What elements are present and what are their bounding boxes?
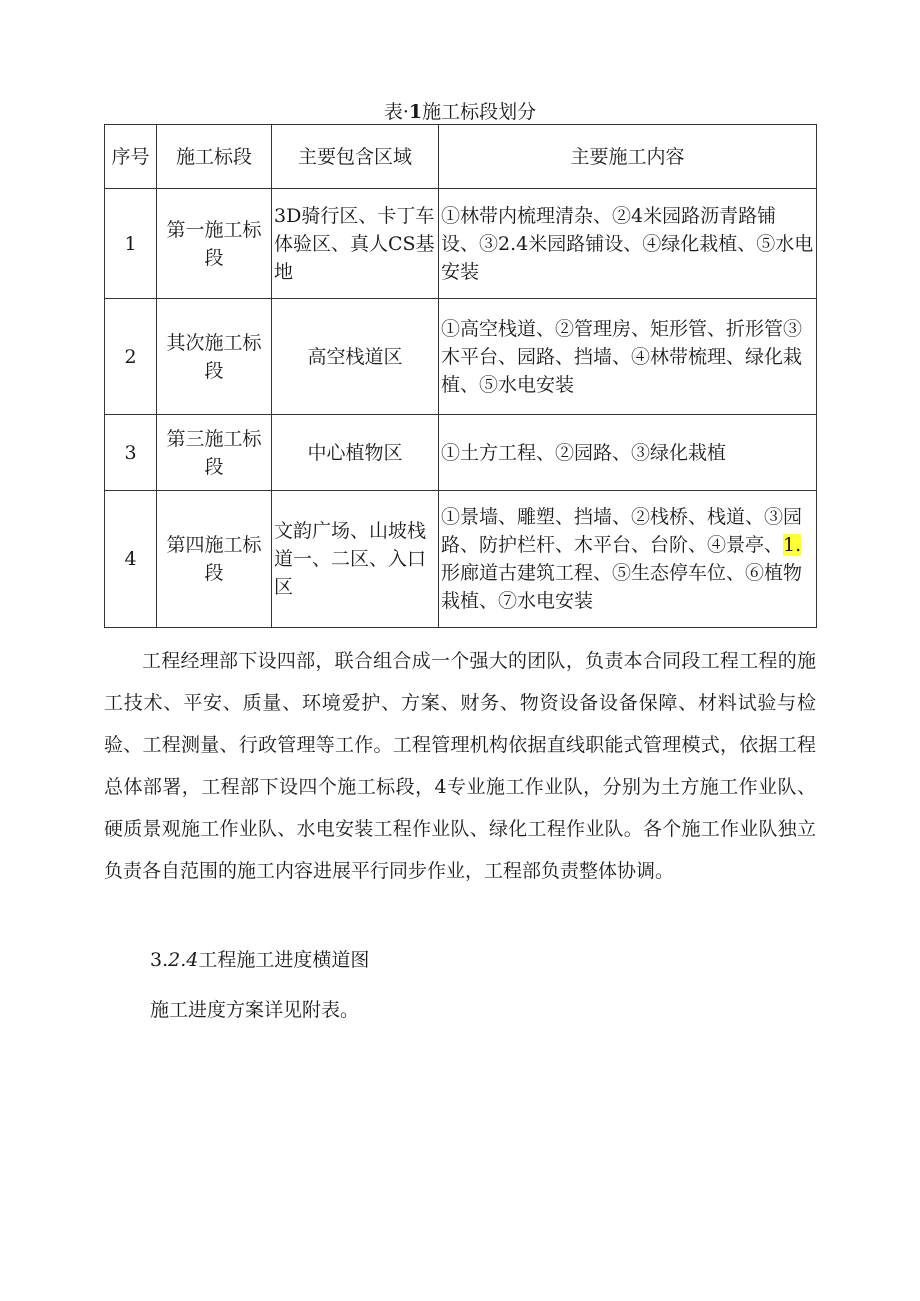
row-content: ①林带内梳理清杂、②4米园路沥青路铺设、③2.4米园路铺设、④绿化栽植、⑤水电安装	[439, 189, 817, 299]
heading-text: 工程施工进度横道图	[198, 949, 370, 971]
row-content: ①土方工程、②园路、③绿化栽植	[439, 415, 817, 491]
row-num: 4	[105, 491, 157, 628]
content-text: ①景墙、雕塑、挡墙、②栈桥、栈道、③园路、防护栏杆、木平台、台阶、④景亭、	[441, 506, 803, 556]
table-row	[105, 299, 817, 415]
row-area: 文韵广场、山坡栈道一、二区、入口区	[272, 491, 439, 628]
caption-prefix: 表·	[383, 101, 409, 123]
heading-number: 2.4	[168, 949, 199, 971]
row-content	[439, 491, 817, 628]
table-caption	[104, 99, 816, 125]
row-section: 第三施工标段	[157, 415, 272, 491]
row-section: 其次施工标段	[157, 299, 272, 415]
row-num: 2	[105, 299, 157, 415]
table-row	[105, 491, 817, 628]
header-content: 主要施工内容	[439, 125, 817, 189]
row-num: 3	[105, 415, 157, 491]
row-section: 第四施工标段	[157, 491, 272, 628]
body-paragraph: 工程经理部下设四部，联合组合成一个强大的团队，负责本合同段工程工程的施工技术、平安、质量、环境爱护、方案、财务、物资设备设备保障、材料试验与检验、工程测量、行政管理等工作。工程管理机构依据直线职能式管理模式，依据工程总体部署，工程部下设四个施工标段，4专业施工作业队，分别为土方施工作业队、硬质景观施工作业队、水电安装工程作业队、绿化工程作业队。各个施工作业队独立负责各自范围的施工内容进展平行同步作业，工程部负责整体协调。	[104, 650, 816, 882]
construction-section-table	[104, 124, 817, 628]
row-content: ①高空栈道、②管理房、矩形管、折形管③木平台、园路、挡墙、④林带梳理、绿化栽植、⑤水电安装	[439, 299, 817, 415]
highlighted-text: 1.	[783, 534, 802, 556]
row-section: 第一施工标段	[157, 189, 272, 299]
section-heading	[150, 946, 369, 974]
header-section: 施工标段	[157, 125, 272, 189]
row-area: 3D骑行区、卡丁车体验区、真人CS基地	[272, 189, 439, 299]
row-area: 高空栈道区	[272, 299, 439, 415]
content-text: 形廊道古建筑工程、⑤生态停车位、⑥植物栽植、⑦水电安装	[441, 562, 803, 612]
body-paragraph-2: 施工进度方案详见附表。	[150, 999, 360, 1021]
header-area: 主要包含区域	[272, 125, 439, 189]
caption-text: 施工标段划分	[422, 101, 537, 123]
header-num: 序号	[105, 125, 157, 189]
table-header-row	[105, 125, 817, 189]
caption-number: 1	[408, 101, 423, 123]
table-row	[105, 415, 817, 491]
row-area: 中心植物区	[272, 415, 439, 491]
heading-prefix: 3.	[150, 949, 169, 971]
row-num: 1	[105, 189, 157, 299]
table-row	[105, 189, 817, 299]
